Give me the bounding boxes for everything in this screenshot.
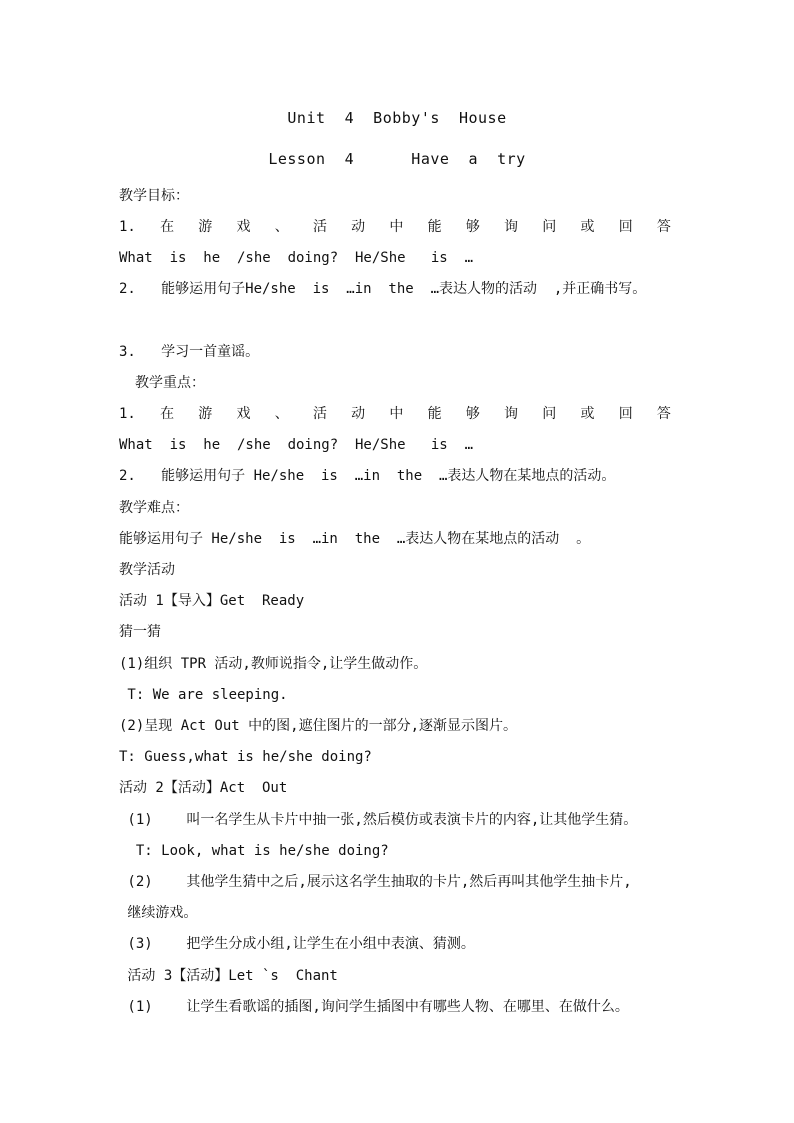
objectives-item-2: 2. 能够运用句子He/she is …in the …表达人物的活动 ,并正确书写。 — [119, 281, 647, 297]
objectives-item-1-char: 1. — [119, 219, 136, 235]
page-subtitle: Lesson 4 Have a try — [268, 150, 526, 168]
difficulty-text: 能够运用句子 He/she is …in the …表达人物在某地点的活动 。 — [119, 531, 591, 547]
objectives-item-1-char: 在 — [160, 219, 175, 235]
keypoints-item-1-char: 问 — [542, 406, 557, 422]
objectives-item-1-char: 能 — [427, 219, 442, 235]
keypoints-item-1-char: 询 — [504, 406, 519, 422]
keypoints-item-2: 2. 能够运用句子 He/she is …in the …表达人物在某地点的活动。 — [119, 468, 616, 484]
activity-1-step-2-dialog: T: Guess,what is he/she doing? — [119, 749, 372, 765]
keypoints-item-1-char: 答 — [656, 406, 671, 422]
keypoints-item-1-char: 回 — [618, 406, 633, 422]
objectives-item-1-char: 回 — [618, 219, 633, 235]
keypoints-item-1-char: 游 — [198, 406, 213, 422]
keypoints-item-1-char: 、 — [274, 406, 289, 422]
objectives-item-1-char: 或 — [580, 219, 595, 235]
keypoints-item-1-continuation: What is he /she doing? He/She is … — [119, 437, 474, 453]
activity-1-step-1-dialog: T: We are sleeping. — [119, 687, 288, 703]
activity-1-subtitle: 猜一猜 — [119, 624, 161, 640]
activity-3-step-1: (1) 让学生看歌谣的插图,询问学生插图中有哪些人物、在哪里、在做什么。 — [119, 999, 629, 1015]
keypoints-item-1-char: 能 — [427, 406, 442, 422]
keypoints-item-1-char: 够 — [465, 406, 480, 422]
page-title: Unit 4 Bobby's House — [287, 109, 507, 127]
keypoints-heading: 教学重点： — [135, 375, 205, 391]
keypoints-item-1-char: 中 — [389, 406, 404, 422]
keypoints-item-1-char: 活 — [312, 406, 327, 422]
objectives-item-1-char: 戏 — [236, 219, 251, 235]
keypoints-item-1-char: 动 — [351, 406, 366, 422]
objectives-item-1 — [119, 218, 671, 236]
activities-heading: 教学活动 — [119, 562, 175, 578]
difficulty-heading: 教学难点： — [119, 500, 189, 516]
activity-1-step-1: (1)组织 TPR 活动,教师说指令,让学生做动作。 — [119, 656, 428, 672]
objectives-item-1-char: 活 — [312, 219, 327, 235]
activity-1-step-2: (2)呈现 Act Out 中的图,遮住图片的一部分,逐渐显示图片。 — [119, 718, 518, 734]
objectives-item-1-char: 游 — [198, 219, 213, 235]
keypoints-item-1-char: 或 — [580, 406, 595, 422]
keypoints-item-1-char: 1. — [119, 406, 136, 422]
objectives-item-1-char: 询 — [504, 219, 519, 235]
activity-2-step-2-continuation: 继续游戏。 — [119, 905, 198, 921]
activity-2-step-1: (1) 叫一名学生从卡片中抽一张,然后模仿或表演卡片的内容,让其他学生猜。 — [119, 812, 638, 828]
activity-1-title: 活动 1【导入】Get Ready — [119, 593, 305, 609]
activity-2-step-2: (2) 其他学生猜中之后,展示这名学生抽取的卡片,然后再叫其他学生抽卡片, — [119, 874, 632, 890]
objectives-item-1-continuation: What is he /she doing? He/She is … — [119, 250, 474, 266]
objectives-item-1-char: 、 — [274, 219, 289, 235]
activity-2-step-1-dialog: T: Look, what is he/she doing? — [119, 843, 389, 859]
keypoints-item-1 — [119, 405, 671, 423]
keypoints-item-1-char: 在 — [160, 406, 175, 422]
objectives-item-1-char: 答 — [656, 219, 671, 235]
objectives-item-3: 3. 学习一首童谣。 — [119, 344, 260, 360]
objectives-item-1-char: 中 — [389, 219, 404, 235]
keypoints-item-1-char: 戏 — [236, 406, 251, 422]
objectives-heading: 教学目标： — [119, 188, 189, 204]
activity-2-title: 活动 2【活动】Act Out — [119, 780, 288, 796]
activity-2-step-3: (3) 把学生分成小组,让学生在小组中表演、猜测。 — [119, 936, 475, 952]
activity-3-title: 活动 3【活动】Let `s Chant — [119, 968, 338, 984]
objectives-item-1-char: 问 — [542, 219, 557, 235]
objectives-item-1-char: 动 — [351, 219, 366, 235]
objectives-item-1-char: 够 — [465, 219, 480, 235]
